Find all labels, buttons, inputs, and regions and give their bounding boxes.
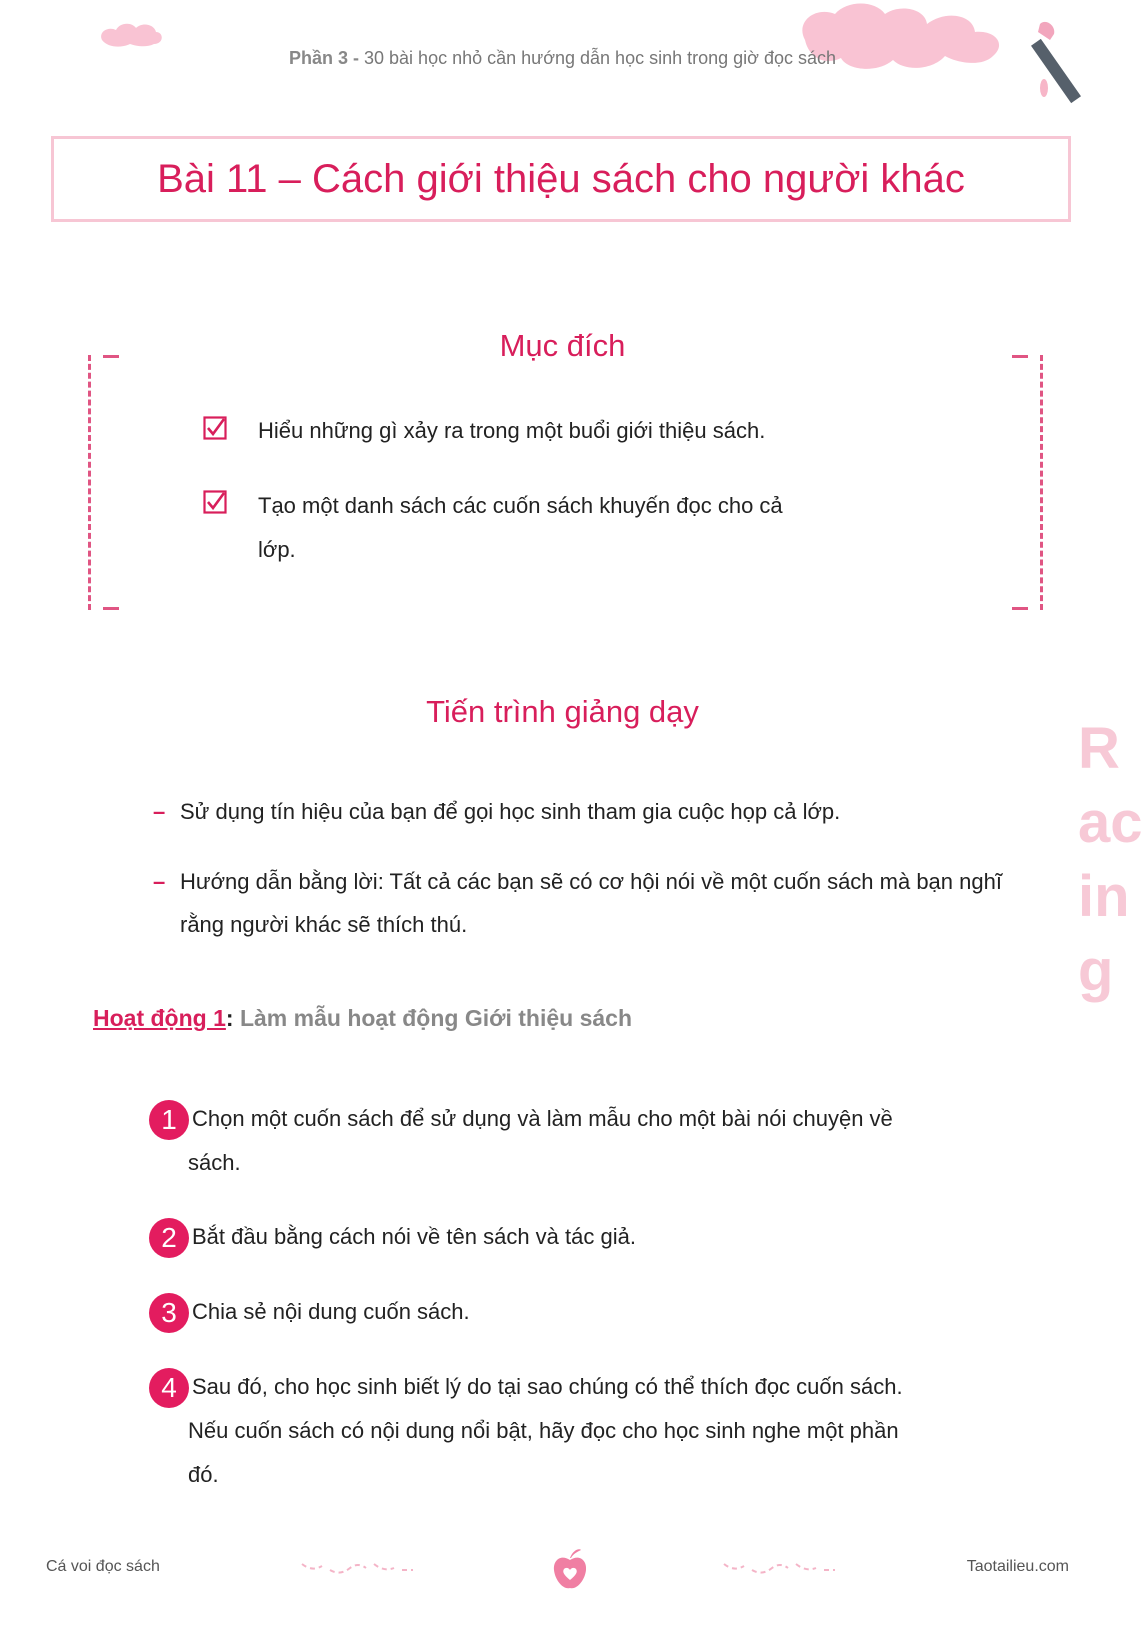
purpose-item-continued: lớp.: [258, 537, 296, 562]
activity-label: Hoạt động 1: [93, 1005, 226, 1031]
step-item: [149, 1290, 1009, 1334]
dash-bullet: –: [153, 799, 166, 824]
side-letter: in: [1078, 864, 1130, 929]
step-text: Bắt đầu bằng cách nói về tên sách và tác giả.: [192, 1224, 636, 1249]
header-subtitle: 30 bài học nhỏ cần hướng dẫn học sinh trong giờ đọc sách: [364, 48, 836, 68]
footer-right-text: Taotailieu.com: [966, 1558, 1069, 1575]
process-item: [153, 790, 1033, 833]
step-item: [149, 1097, 1009, 1185]
process-item-text: Hướng dẫn bằng lời: Tất cả các bạn sẽ có cơ hội nói về một cuốn sách mà bạn nghĩ rằng người khác sẽ thích thú.: [180, 869, 1002, 937]
bracket-cap: [103, 355, 119, 358]
process-item: [153, 860, 1033, 946]
footer-left-text: Cá voi đọc sách: [46, 1558, 160, 1575]
process-item-text: Sử dụng tín hiệu của bạn để gọi học sinh tham gia cuộc họp cả lớp.: [180, 799, 841, 824]
page-header: [0, 48, 1125, 69]
checkbox-checked-icon: [203, 490, 227, 514]
side-letter: g: [1078, 938, 1114, 1003]
activity-heading: [93, 1005, 632, 1032]
activity-colon: :: [225, 1005, 234, 1031]
bracket-cap: [1012, 355, 1028, 358]
bracket-cap: [103, 607, 119, 610]
step-line: đó.: [188, 1462, 219, 1487]
step-number-badge: 4: [149, 1368, 189, 1408]
lesson-title-box: [51, 136, 1071, 222]
purpose-item: Tạo một danh sách các cuốn sách khuyến đọc cho cả: [258, 493, 783, 518]
activity-text: Làm mẫu hoạt động Giới thiệu sách: [233, 1005, 633, 1031]
checkbox-checked-icon: [203, 416, 227, 440]
header-part: Phần 3: [288, 48, 349, 68]
step-line: Sau đó, cho học sinh biết lý do tại sao chúng có thể thích đọc cuốn sách.: [192, 1374, 903, 1399]
header-separator: -: [348, 48, 365, 68]
apple-heart-icon: [551, 1546, 589, 1592]
step-text: [149, 1097, 1009, 1185]
cloud-decoration-left: [96, 18, 166, 52]
step-line: Chọn một cuốn sách để sử dụng và làm mẫu cho một bài nói chuyện về: [192, 1106, 893, 1131]
side-watermark-text: [1078, 712, 1143, 1008]
lesson-title: Bài 11 – Cách giới thiệu sách cho người khác: [157, 156, 965, 201]
dash-bullet: –: [153, 869, 166, 894]
step-number-badge: 3: [149, 1293, 189, 1333]
step-line: Nếu cuốn sách có nội dung nổi bật, hãy đọc cho học sinh nghe một phần: [188, 1418, 899, 1443]
step-item: [149, 1215, 1009, 1259]
bracket-right: [1013, 355, 1043, 610]
footer-wave-left: [300, 1560, 415, 1576]
step-text: Chia sẻ nội dung cuốn sách.: [192, 1299, 470, 1324]
step-text: [149, 1365, 1009, 1497]
process-heading: Tiến trình giảng dạy: [426, 694, 699, 729]
purpose-heading: Mục đích: [499, 328, 626, 363]
bracket-left: [88, 355, 118, 610]
side-letter: ac: [1078, 790, 1143, 855]
step-item: [149, 1365, 1009, 1497]
step-number-badge: 2: [149, 1218, 189, 1258]
side-letter: R: [1078, 716, 1120, 781]
footer-wave-right: [722, 1560, 837, 1576]
step-number-badge: 1: [149, 1100, 189, 1140]
purpose-item: Hiểu những gì xảy ra trong một buổi giới thiệu sách.: [258, 418, 766, 443]
step-line: sách.: [188, 1150, 241, 1175]
bracket-cap: [1012, 607, 1028, 610]
